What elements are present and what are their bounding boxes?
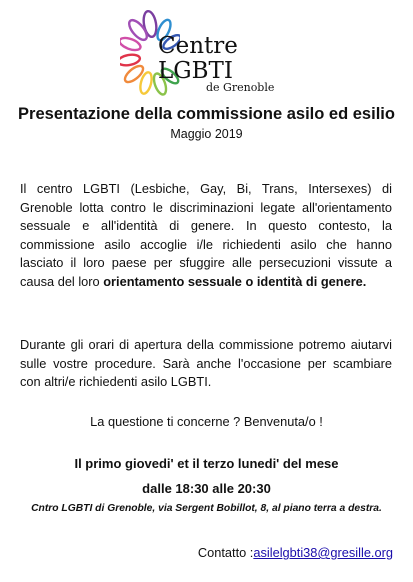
logo-line-1: Centre [158,33,238,59]
intro-text: Il centro LGBTI (Lesbiche, Gay, Bi, Trans, Intersexes) di Grenoble lotta contro le discriminazioni legate all'orientamento sessuale e all'identità di genere. In questo contesto, la commissione asilo accoglie i/le richiedenti asilo che hanno lasciato il loro paese per sfuggire alle persecuzioni vissute a causa del loro [20,181,392,289]
petal [142,10,158,38]
logo-line-3: de Grenoble [206,81,275,94]
schedule-days: Il primo giovedi' et il terzo lunedi' del mese [74,456,339,471]
intro-emphasis: orientamento sessuale o identità di genere. [103,273,367,289]
help-paragraph: Durante gli orari di apertura della commissione potremo aiutarvi sulle vostre procedure. Sarà anche l'occasione per scambiare con altri/e richiedenti asilo LGBTI. [20,337,392,389]
schedule-hours: dalle 18:30 alle 20:30 [142,481,271,496]
welcome-question: La questione ti concerne ? Benvenuta/o ! [90,414,323,429]
intro-paragraph [20,180,392,291]
page-title: Presentazione della commissione asilo ed esilio [18,105,395,123]
schedule-address: Cntro LGBTI di Grenoble, via Sergent Bobillot, 8, al piano terra a destra. [31,503,382,514]
contact-label: Contatto : [197,545,254,560]
contact-line [198,544,393,562]
logo-line-2: LGBTI [158,58,233,84]
contact-email-link[interactable]: asilelgbti38@gresille.org [253,545,393,560]
document-date: Maggio 2019 [170,127,243,141]
petal [120,53,141,67]
